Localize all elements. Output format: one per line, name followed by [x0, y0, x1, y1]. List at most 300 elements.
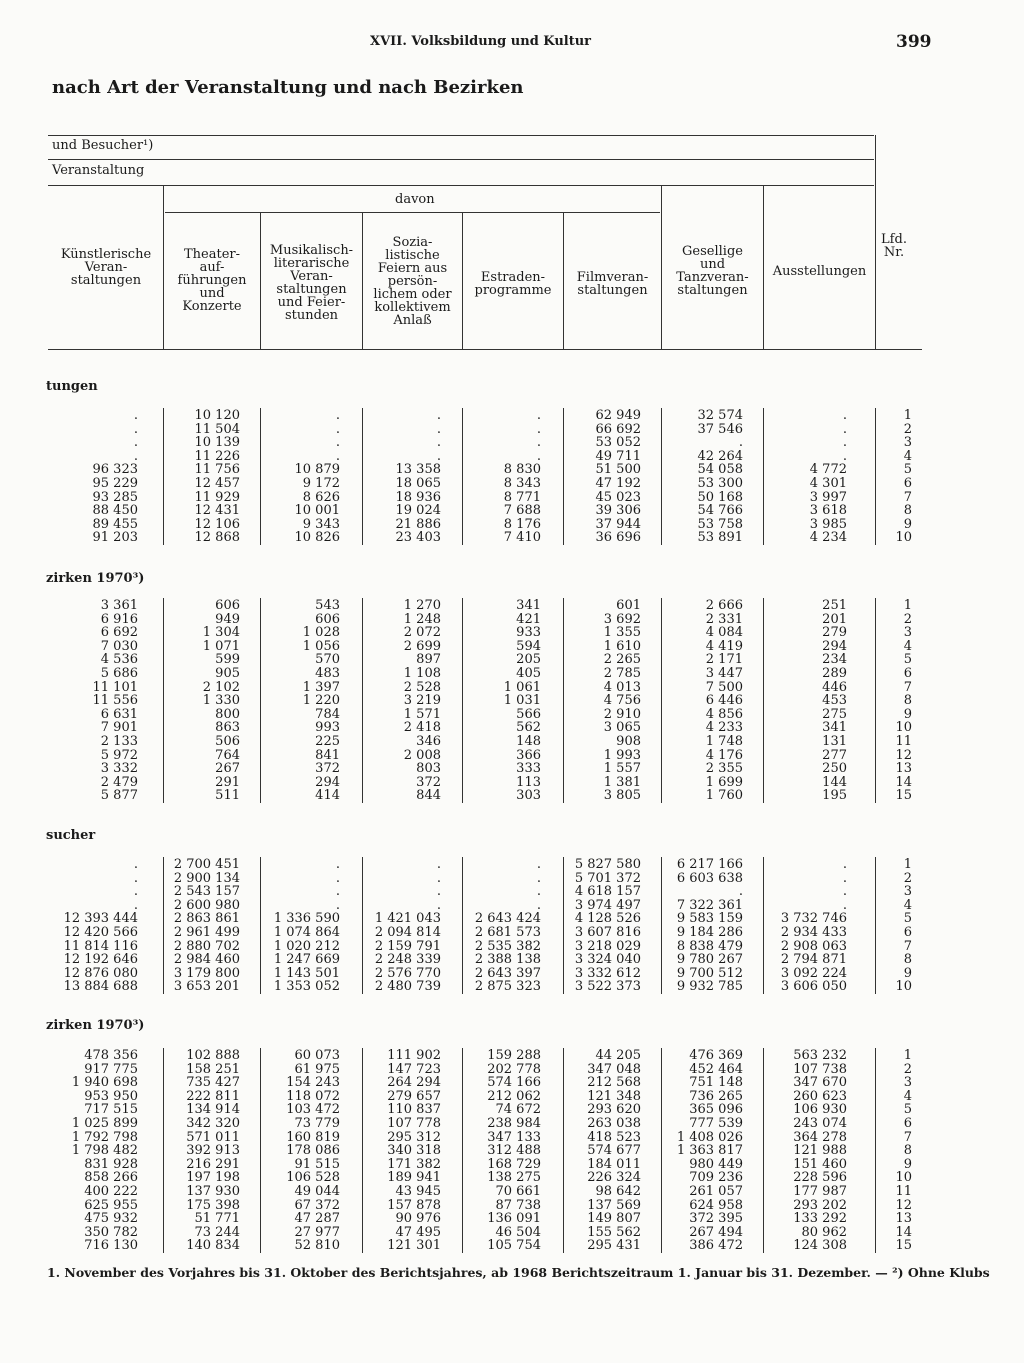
table-cell: .: [133, 870, 138, 886]
column-musikalisch: [295, 409, 341, 545]
table-cell: 6: [903, 1115, 912, 1131]
table-cell: 3 985: [809, 516, 847, 532]
column-ausstellungen: [781, 858, 847, 994]
rule: [763, 186, 764, 349]
table-cell: 14: [895, 774, 912, 790]
table-cell: 1 408 026: [676, 1129, 743, 1145]
table-cell: 418 523: [587, 1129, 641, 1145]
table-cell: 250: [822, 761, 847, 777]
table-cell: 372: [315, 761, 340, 777]
table-cell: 49 711: [595, 448, 641, 464]
table-cell: .: [842, 870, 847, 886]
table-cell: 60 073: [294, 1048, 340, 1063]
table-cell: 2: [903, 421, 912, 437]
table-cell: 133 292: [793, 1211, 847, 1227]
rule: [763, 598, 764, 803]
section-label: zirken 1970³): [46, 1018, 145, 1033]
rule: [362, 408, 363, 545]
table-cell: 11 814 116: [63, 938, 138, 954]
table-cell: 1 557: [603, 761, 641, 777]
table-cell: 11 929: [194, 489, 240, 505]
table-cell: 93 285: [92, 489, 138, 505]
table-cell: 3 092 224: [780, 965, 847, 981]
table-cell: 4 856: [705, 706, 743, 722]
table-cell: 7: [903, 1129, 912, 1145]
table-cell: 23 403: [395, 530, 441, 546]
table-cell: 148: [516, 733, 541, 749]
table-cell: 88 450: [92, 503, 138, 519]
table-cell: .: [436, 435, 441, 451]
table-cell: 4: [903, 1088, 912, 1104]
table-cell: .: [842, 408, 847, 423]
table-cell: 709 236: [689, 1170, 743, 1186]
table-cell: 2 094 814: [374, 924, 441, 940]
table-cell: .: [842, 435, 847, 451]
table-cell: 6 692: [100, 625, 138, 641]
table-cell: 453: [822, 693, 847, 709]
table-cell: 1 028: [302, 625, 340, 641]
rule: [661, 598, 662, 803]
table-cell: .: [536, 884, 541, 900]
table-cell: 624 958: [689, 1197, 743, 1213]
table-cell: 3: [903, 625, 912, 641]
table-cell: .: [842, 897, 847, 913]
table-cell: 160 819: [286, 1129, 340, 1145]
table-cell: 10 001: [294, 503, 340, 519]
column-gesellig: [677, 858, 743, 994]
section-label: tungen: [46, 379, 98, 394]
table-cell: 2 388 138: [474, 952, 541, 968]
table-cell: 2 875 323: [474, 979, 541, 995]
table-cell: 1 397: [302, 679, 340, 695]
table-cell: 2 576 770: [374, 965, 441, 981]
table-cell: 1 304: [202, 625, 240, 641]
table-cell: 1 220: [302, 693, 340, 709]
table-cell: 7 410: [503, 530, 541, 546]
table-cell: 11 756: [194, 462, 240, 478]
table-cell: 414: [315, 788, 340, 804]
table-cell: 10 879: [294, 462, 340, 478]
table-cell: 6: [903, 475, 912, 491]
column-ausstellungen: [793, 1049, 847, 1253]
table-cell: 735 427: [186, 1075, 240, 1091]
table-cell: 7 030: [100, 638, 138, 654]
table-cell: 980 449: [689, 1156, 743, 1172]
rule: [462, 598, 463, 803]
table-cell: 2 133: [100, 733, 138, 749]
table-cell: 2 265: [603, 652, 641, 668]
table-cell: 1 940 698: [71, 1075, 138, 1091]
rule: [163, 857, 164, 994]
table-cell: 1 108: [403, 665, 441, 681]
table-cell: 2 961 499: [173, 924, 240, 940]
column-theater: [203, 599, 240, 803]
table-cell: 2 528: [403, 679, 441, 695]
table-cell: 452 464: [689, 1061, 743, 1077]
table-cell: 1: [903, 857, 912, 872]
table-cell: 12 457: [194, 475, 240, 491]
table-cell: 9: [903, 1156, 912, 1172]
table-cell: 2 479: [100, 774, 138, 790]
table-cell: 1 993: [603, 747, 641, 763]
rule: [462, 213, 463, 349]
table-cell: 89 455: [92, 516, 138, 532]
table-cell: 4: [903, 448, 912, 464]
table-cell: 2 535 382: [474, 938, 541, 954]
rule: [260, 1048, 261, 1253]
header-row1: und Besucher¹): [52, 138, 154, 153]
table-cell: 2 171: [705, 652, 743, 668]
table-cell: 340 318: [387, 1143, 441, 1159]
table-cell: .: [536, 857, 541, 872]
column-lfd-nr: [895, 858, 912, 994]
table-cell: 195: [822, 788, 847, 804]
column-kuenstlerisch: [64, 858, 138, 994]
rule: [163, 598, 164, 803]
column-sozialistisch: [396, 409, 442, 545]
table-cell: 205: [516, 652, 541, 668]
table-cell: 3 692: [603, 611, 641, 627]
table-cell: 2: [903, 870, 912, 886]
running-head: XVII. Volksbildung und Kultur: [370, 34, 592, 49]
rule: [875, 135, 876, 349]
table-cell: 2 700 451: [173, 857, 240, 872]
table-cell: 264 294: [387, 1075, 441, 1091]
table-cell: 2 248 339: [374, 952, 441, 968]
table-cell: 421: [516, 611, 541, 627]
column-sozialistisch: [375, 858, 441, 994]
table-cell: .: [335, 897, 340, 913]
table-cell: 5 827 580: [574, 857, 641, 872]
table-cell: 908: [616, 733, 641, 749]
table-cell: 98 642: [595, 1183, 641, 1199]
table-cell: 446: [822, 679, 847, 695]
table-cell: 784: [315, 706, 340, 722]
table-cell: 106 528: [286, 1170, 340, 1186]
table-cell: 87 738: [495, 1197, 541, 1213]
table-cell: 1 381: [603, 774, 641, 790]
table-cell: 3 065: [603, 720, 641, 736]
column-musikalisch: [274, 858, 340, 994]
table-cell: 107 778: [387, 1115, 441, 1131]
table-cell: 800: [215, 706, 240, 722]
table-cell: 1 760: [705, 788, 743, 804]
table-cell: 599: [215, 652, 240, 668]
table-cell: .: [842, 421, 847, 437]
table-cell: 9 932 785: [676, 979, 743, 995]
table-cell: 103 472: [286, 1102, 340, 1118]
table-cell: 594: [516, 638, 541, 654]
table-cell: 2: [903, 1061, 912, 1077]
table-cell: 2 102: [202, 679, 240, 695]
table-cell: 294: [315, 774, 340, 790]
table-cell: 91 515: [294, 1156, 340, 1172]
table-cell: 267 494: [689, 1224, 743, 1240]
rule: [48, 185, 874, 186]
table-cell: 9 184 286: [676, 924, 743, 940]
table-cell: 44 205: [595, 1048, 641, 1063]
table-cell: 275: [822, 706, 847, 722]
colhead-sozialistisch: Sozia- listische Feiern aus persön- lichem oder kollektivem Anlaß: [373, 235, 452, 328]
table-cell: .: [133, 421, 138, 437]
table-cell: .: [133, 448, 138, 464]
table-cell: 243 074: [793, 1115, 847, 1131]
table-cell: 11 556: [92, 693, 138, 709]
table-cell: 3 219: [403, 693, 441, 709]
table-cell: 202 778: [487, 1061, 541, 1077]
table-cell: 777 539: [689, 1115, 743, 1131]
table-cell: 1 748: [705, 733, 743, 749]
table-cell: 42 264: [697, 448, 743, 464]
rule: [763, 857, 764, 994]
column-theater: [195, 409, 241, 545]
table-cell: 3 522 373: [574, 979, 641, 995]
header-davon: davon: [395, 192, 435, 207]
table-cell: 2 159 791: [374, 938, 441, 954]
table-cell: .: [536, 408, 541, 423]
column-film: [575, 858, 641, 994]
table-cell: 9 583 159: [676, 911, 743, 927]
colhead-film: Filmveran- staltungen: [576, 270, 649, 298]
table-cell: 51 771: [194, 1211, 240, 1227]
table-cell: 3: [903, 435, 912, 451]
table-cell: 2 643 424: [474, 911, 541, 927]
column-kuenstlerisch: [93, 599, 139, 803]
table-cell: 9: [903, 516, 912, 532]
table-cell: 49 044: [294, 1183, 340, 1199]
table-cell: 2 643 397: [474, 965, 541, 981]
table-cell: 32 574: [697, 408, 743, 423]
table-cell: 18 936: [395, 489, 441, 505]
table-cell: 151 460: [793, 1156, 847, 1172]
table-cell: 267: [215, 761, 240, 777]
table-cell: 15: [895, 788, 912, 804]
table-cell: 1 571: [403, 706, 441, 722]
column-theater: [186, 1049, 240, 1253]
table-cell: 159 288: [487, 1048, 541, 1063]
rule: [260, 857, 261, 994]
table-cell: 2 984 460: [173, 952, 240, 968]
table-cell: .: [436, 857, 441, 872]
table-cell: 73 779: [294, 1115, 340, 1131]
table-cell: 11: [895, 1183, 912, 1199]
table-cell: 1 248: [403, 611, 441, 627]
table-cell: 13 884 688: [63, 979, 138, 995]
table-cell: 9 700 512: [676, 965, 743, 981]
table-cell: 8 343: [503, 475, 541, 491]
table-cell: 933: [516, 625, 541, 641]
column-theater: [174, 858, 240, 994]
colhead-ausstellungen: Ausstellungen: [772, 264, 867, 279]
table-cell: .: [842, 448, 847, 464]
rule: [563, 857, 564, 994]
table-cell: .: [335, 421, 340, 437]
table-cell: 279: [822, 625, 847, 641]
table-cell: 10 120: [194, 408, 240, 423]
column-estraden: [487, 1049, 541, 1253]
table-cell: 10: [895, 720, 912, 736]
table-cell: 260 623: [793, 1088, 847, 1104]
table-cell: .: [436, 448, 441, 464]
table-cell: 7: [903, 679, 912, 695]
table-cell: 67 372: [294, 1197, 340, 1213]
table-cell: 2 543 157: [173, 884, 240, 900]
table-cell: 102 888: [186, 1048, 240, 1063]
table-cell: 2 863 861: [173, 911, 240, 927]
table-cell: 74 672: [495, 1102, 541, 1118]
table-cell: 147 723: [387, 1061, 441, 1077]
table-cell: 90 976: [395, 1211, 441, 1227]
table-cell: 2 331: [705, 611, 743, 627]
table-cell: 511: [215, 788, 240, 804]
table-cell: 168 729: [487, 1156, 541, 1172]
column-kuenstlerisch: [72, 1049, 138, 1253]
table-cell: 8 771: [503, 489, 541, 505]
table-cell: 113: [516, 774, 541, 790]
column-musikalisch: [303, 599, 340, 803]
table-cell: 372 395: [689, 1211, 743, 1227]
table-cell: 37 944: [595, 516, 641, 532]
colhead-estraden: Estraden- programme: [474, 270, 552, 298]
table-cell: 1 330: [202, 693, 240, 709]
page-title: nach Art der Veranstaltung und nach Bezirken: [52, 77, 524, 98]
table-cell: .: [842, 884, 847, 900]
colhead-lfd-nr: Lfd. Nr.: [881, 232, 907, 260]
table-cell: 175 398: [186, 1197, 240, 1213]
table-cell: 201: [822, 611, 847, 627]
table-cell: .: [436, 421, 441, 437]
table-cell: 121 301: [387, 1238, 441, 1254]
table-cell: 2 699: [403, 638, 441, 654]
table-cell: 570: [315, 652, 340, 668]
table-cell: 6 603 638: [676, 870, 743, 886]
table-cell: 2 785: [603, 665, 641, 681]
table-cell: 95 229: [92, 475, 138, 491]
table-cell: .: [536, 435, 541, 451]
table-cell: 1 020 212: [273, 938, 340, 954]
table-cell: 15: [895, 1238, 912, 1254]
table-cell: 5 701 372: [574, 870, 641, 886]
table-cell: 953 950: [84, 1088, 138, 1104]
column-lfd-nr: [895, 599, 912, 803]
table-cell: .: [436, 884, 441, 900]
table-cell: 289: [822, 665, 847, 681]
table-cell: 37 546: [697, 421, 743, 437]
table-cell: 10: [895, 1170, 912, 1186]
table-cell: 39 306: [595, 503, 641, 519]
table-cell: 11 504: [194, 421, 240, 437]
table-cell: 178 086: [286, 1143, 340, 1159]
table-cell: 844: [416, 788, 441, 804]
rule: [48, 159, 874, 160]
table-cell: 1 699: [705, 774, 743, 790]
table-cell: 5: [903, 652, 912, 668]
table-cell: 6: [903, 665, 912, 681]
table-cell: 4 176: [705, 747, 743, 763]
table-cell: 47 192: [595, 475, 641, 491]
table-cell: 1 336 590: [273, 911, 340, 927]
rule: [763, 1048, 764, 1253]
table-cell: .: [133, 857, 138, 872]
table-cell: 717 515: [84, 1102, 138, 1118]
rule: [875, 857, 876, 994]
table-cell: 571 011: [186, 1129, 240, 1145]
table-cell: 4: [903, 638, 912, 654]
table-cell: 606: [315, 611, 340, 627]
table-cell: 3 332 612: [574, 965, 641, 981]
table-cell: 18 065: [395, 475, 441, 491]
table-cell: 5: [903, 911, 912, 927]
table-cell: 155 562: [587, 1224, 641, 1240]
rule: [48, 135, 874, 136]
table-cell: 625 955: [84, 1197, 138, 1213]
table-cell: .: [842, 857, 847, 872]
table-cell: 574 166: [487, 1075, 541, 1091]
table-cell: 8: [903, 1143, 912, 1159]
table-cell: 4 084: [705, 625, 743, 641]
table-cell: 1 610: [603, 638, 641, 654]
table-cell: 3 653 201: [173, 979, 240, 995]
table-cell: 333: [516, 761, 541, 777]
table-cell: 993: [315, 720, 340, 736]
table-cell: 8: [903, 503, 912, 519]
table-cell: 4 756: [603, 693, 641, 709]
table-cell: .: [536, 870, 541, 886]
table-cell: 4 772: [809, 462, 847, 478]
table-cell: 7 901: [100, 720, 138, 736]
table-cell: 294: [822, 638, 847, 654]
table-cell: 8 176: [503, 516, 541, 532]
rule: [462, 1048, 463, 1253]
rule: [163, 408, 164, 545]
table-cell: 10: [895, 530, 912, 546]
table-cell: 293 202: [793, 1197, 847, 1213]
table-cell: 189 941: [387, 1170, 441, 1186]
table-cell: 12 868: [194, 530, 240, 546]
table-cell: 154 243: [286, 1075, 340, 1091]
table-cell: 238 984: [487, 1115, 541, 1131]
table-cell: 400 222: [84, 1183, 138, 1199]
column-lfd-nr: [895, 409, 912, 545]
column-ausstellungen: [810, 409, 847, 545]
table-cell: 96 323: [92, 462, 138, 478]
column-estraden: [475, 858, 541, 994]
table-cell: 105 754: [487, 1238, 541, 1254]
table-cell: 1 025 899: [71, 1115, 138, 1131]
rule: [875, 598, 876, 803]
table-cell: 7: [903, 938, 912, 954]
table-cell: 2 908 063: [780, 938, 847, 954]
table-cell: 4 536: [100, 652, 138, 668]
rule: [462, 408, 463, 545]
table-cell: 8: [903, 693, 912, 709]
table-cell: 364 278: [793, 1129, 847, 1145]
table-cell: 52 810: [294, 1238, 340, 1254]
rule: [462, 857, 463, 994]
rule: [362, 598, 363, 803]
table-cell: 9 343: [302, 516, 340, 532]
table-cell: 8 838 479: [676, 938, 743, 954]
table-cell: 483: [315, 665, 340, 681]
table-cell: 226 324: [587, 1170, 641, 1186]
table-cell: 62 949: [595, 408, 641, 423]
table-cell: 2 910: [603, 706, 641, 722]
table-cell: 80 962: [801, 1224, 847, 1240]
table-cell: 1 074 864: [273, 924, 340, 940]
table-cell: 295 431: [587, 1238, 641, 1254]
rule: [165, 212, 660, 213]
table-cell: 2 681 573: [474, 924, 541, 940]
